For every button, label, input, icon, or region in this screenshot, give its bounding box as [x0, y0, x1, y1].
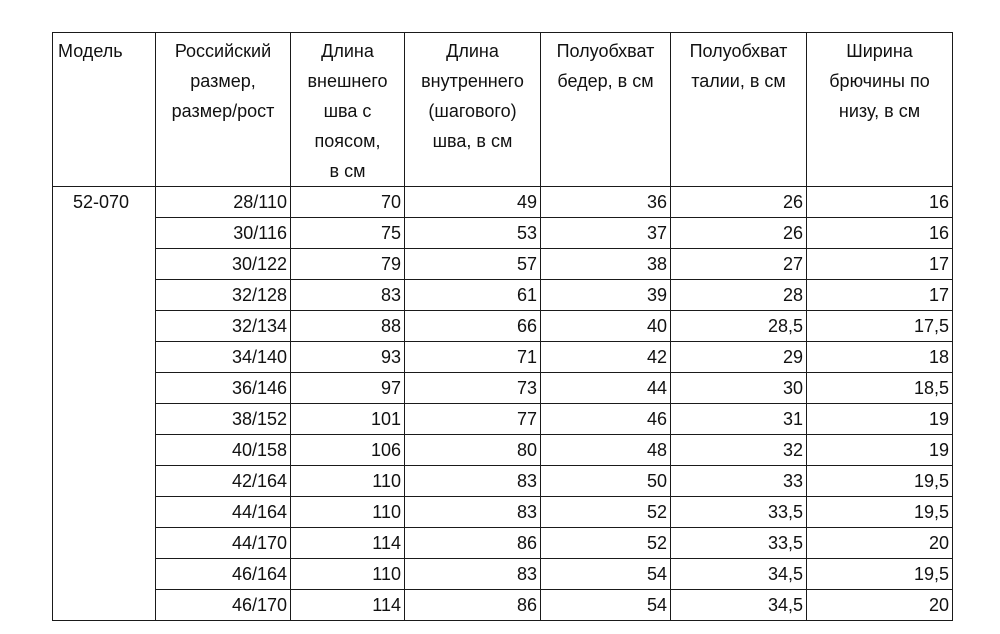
- cell-inner-seam: 77: [405, 404, 541, 435]
- table-row: [53, 590, 953, 621]
- cell-waist: 33,5: [671, 528, 807, 559]
- table-row: [53, 559, 953, 590]
- cell-outer-seam: 114: [291, 528, 405, 559]
- header-outer-seam-length: [291, 33, 405, 187]
- cell-hip: 50: [541, 466, 671, 497]
- cell-hip: 39: [541, 280, 671, 311]
- header-line: поясом,: [314, 131, 381, 151]
- cell-hip: 54: [541, 590, 671, 621]
- header-line: Полуобхват: [689, 41, 788, 61]
- table-header: [53, 33, 953, 187]
- cell-inner-seam: 71: [405, 342, 541, 373]
- cell-hip: 38: [541, 249, 671, 280]
- header-line: Ширина: [846, 41, 913, 61]
- header-line: шва, в см: [432, 131, 513, 151]
- cell-inner-seam: 83: [405, 497, 541, 528]
- cell-outer-seam: 83: [291, 280, 405, 311]
- cell-hip: 46: [541, 404, 671, 435]
- cell-size: 44/170: [156, 528, 291, 559]
- table-body: [53, 187, 953, 621]
- cell-hip: 36: [541, 187, 671, 218]
- cell-size: 32/128: [156, 280, 291, 311]
- table-row: [53, 187, 953, 218]
- cell-hip: 44: [541, 373, 671, 404]
- cell-inner-seam: 83: [405, 559, 541, 590]
- cell-outer-seam: 110: [291, 466, 405, 497]
- cell-leg-width: 20: [807, 528, 953, 559]
- table-row: [53, 280, 953, 311]
- size-chart-table: [52, 32, 953, 621]
- header-russian-size: [156, 33, 291, 187]
- cell-waist: 28,5: [671, 311, 807, 342]
- table-row: [53, 497, 953, 528]
- header-line: Длина: [446, 41, 499, 61]
- cell-size: 28/110: [156, 187, 291, 218]
- cell-outer-seam: 88: [291, 311, 405, 342]
- header-line: в см: [329, 161, 366, 181]
- cell-size: 38/152: [156, 404, 291, 435]
- cell-outer-seam: 101: [291, 404, 405, 435]
- cell-size: 44/164: [156, 497, 291, 528]
- cell-hip: 37: [541, 218, 671, 249]
- cell-leg-width: 17,5: [807, 311, 953, 342]
- header-line: внутреннего: [421, 71, 524, 91]
- cell-leg-width: 17: [807, 249, 953, 280]
- cell-waist: 26: [671, 187, 807, 218]
- cell-inner-seam: 66: [405, 311, 541, 342]
- cell-outer-seam: 106: [291, 435, 405, 466]
- cell-waist: 33: [671, 466, 807, 497]
- header-line: Полуобхват: [556, 41, 655, 61]
- cell-waist: 27: [671, 249, 807, 280]
- cell-inner-seam: 61: [405, 280, 541, 311]
- table-row: [53, 311, 953, 342]
- table-row: [53, 249, 953, 280]
- cell-outer-seam: 79: [291, 249, 405, 280]
- cell-outer-seam: 110: [291, 497, 405, 528]
- cell-inner-seam: 49: [405, 187, 541, 218]
- cell-leg-width: 18,5: [807, 373, 953, 404]
- header-leg-width: [807, 33, 953, 187]
- header-line: бедер, в см: [557, 71, 654, 91]
- cell-size: 32/134: [156, 311, 291, 342]
- header-line: Российский: [174, 41, 272, 61]
- cell-outer-seam: 97: [291, 373, 405, 404]
- cell-size: 36/146: [156, 373, 291, 404]
- cell-hip: 48: [541, 435, 671, 466]
- table-row: [53, 435, 953, 466]
- header-line: Модель: [58, 41, 123, 61]
- cell-outer-seam: 93: [291, 342, 405, 373]
- table-row: [53, 528, 953, 559]
- table-row: [53, 342, 953, 373]
- cell-inner-seam: 86: [405, 528, 541, 559]
- cell-waist: 32: [671, 435, 807, 466]
- cell-hip: 54: [541, 559, 671, 590]
- cell-leg-width: 19,5: [807, 466, 953, 497]
- cell-outer-seam: 110: [291, 559, 405, 590]
- cell-size: 46/164: [156, 559, 291, 590]
- header-line: размер/рост: [171, 101, 275, 121]
- cell-waist: 30: [671, 373, 807, 404]
- cell-waist: 34,5: [671, 559, 807, 590]
- cell-waist: 29: [671, 342, 807, 373]
- cell-leg-width: 16: [807, 218, 953, 249]
- cell-size: 42/164: [156, 466, 291, 497]
- header-line: внешнего: [307, 71, 388, 91]
- table-row: [53, 404, 953, 435]
- cell-leg-width: 20: [807, 590, 953, 621]
- header-line: (шагового): [428, 101, 517, 121]
- cell-waist: 33,5: [671, 497, 807, 528]
- cell-hip: 52: [541, 528, 671, 559]
- header-line: талии, в см: [691, 71, 786, 91]
- cell-size: 40/158: [156, 435, 291, 466]
- cell-leg-width: 19: [807, 435, 953, 466]
- cell-inner-seam: 73: [405, 373, 541, 404]
- cell-hip: 40: [541, 311, 671, 342]
- cell-hip: 42: [541, 342, 671, 373]
- header-line: Длина: [321, 41, 374, 61]
- cell-waist: 28: [671, 280, 807, 311]
- cell-outer-seam: 75: [291, 218, 405, 249]
- header-model: [53, 33, 156, 187]
- table-row: [53, 218, 953, 249]
- cell-inner-seam: 53: [405, 218, 541, 249]
- cell-leg-width: 19: [807, 404, 953, 435]
- cell-size: 30/116: [156, 218, 291, 249]
- cell-leg-width: 17: [807, 280, 953, 311]
- header-inner-seam-length: [405, 33, 541, 187]
- header-waist-half-girth: [671, 33, 807, 187]
- cell-size: 34/140: [156, 342, 291, 373]
- cell-outer-seam: 70: [291, 187, 405, 218]
- cell-size: 46/170: [156, 590, 291, 621]
- cell-inner-seam: 86: [405, 590, 541, 621]
- cell-inner-seam: 83: [405, 466, 541, 497]
- cell-outer-seam: 114: [291, 590, 405, 621]
- cell-waist: 31: [671, 404, 807, 435]
- header-line: низу, в см: [838, 101, 921, 121]
- cell-leg-width: 19,5: [807, 559, 953, 590]
- cell-waist: 34,5: [671, 590, 807, 621]
- cell-leg-width: 18: [807, 342, 953, 373]
- header-line: брючины по: [829, 71, 930, 91]
- cell-leg-width: 16: [807, 187, 953, 218]
- cell-model: 52-070: [53, 187, 156, 621]
- header-line: шва с: [323, 101, 372, 121]
- cell-inner-seam: 57: [405, 249, 541, 280]
- cell-inner-seam: 80: [405, 435, 541, 466]
- cell-leg-width: 19,5: [807, 497, 953, 528]
- header-row: [53, 33, 953, 187]
- table-row: [53, 466, 953, 497]
- cell-size: 30/122: [156, 249, 291, 280]
- cell-waist: 26: [671, 218, 807, 249]
- header-hip-half-girth: [541, 33, 671, 187]
- cell-hip: 52: [541, 497, 671, 528]
- table-row: [53, 373, 953, 404]
- header-line: размер,: [190, 71, 256, 91]
